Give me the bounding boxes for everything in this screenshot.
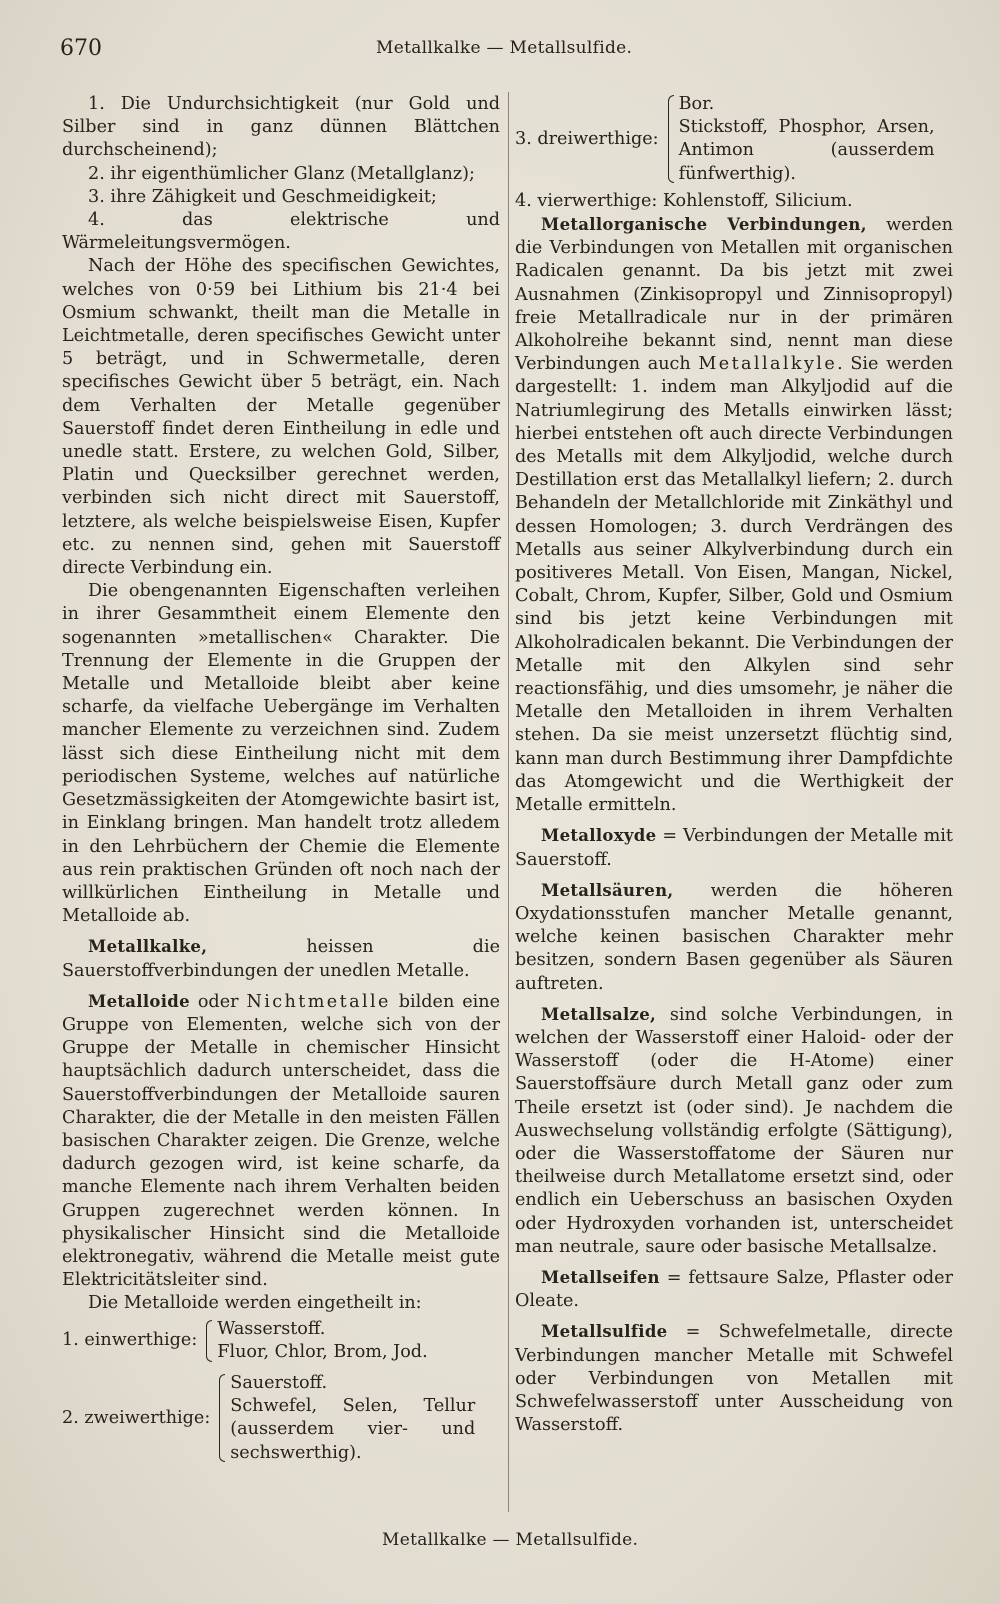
entry-term-metallsalze: Metallsalze, [541, 1004, 657, 1024]
classification-intro: Die Metalloide werden eingetheilt in: [88, 1293, 422, 1314]
valence-3-item-1: Bor. [678, 94, 715, 114]
entry-text-metalloide: bilden eine Gruppe von Elementen, welche sich von der Gruppe der Metalle in chemischer Hinsicht hauptsächlich dadurch unterscheidet, dass die Sauerstoffverbindungen der Metalloide sauren Charakter, die der Metalle in den meisten Fällen basischen Charakter zeigen. Die Grenze, welche dadurch gezogen wird, ist keine scharfe, da manche Elemente nach ihrem Verhalten beiden Gruppen zugerechnet werden können. In physikalischer Hinsicht sind die Metalloide elektronegativ, während die Metalle meist gute Elektricitätsleiter sind. [62, 991, 500, 1291]
valence-1-item-1: Wasserstoff. [217, 1318, 326, 1339]
valence-3-item-2: Stickstoff, Phosphor, Arsen, Antimon (ausserdem fünfwerthig). [678, 117, 935, 184]
valence-label-3: 3. dreiwerthige: [515, 128, 659, 149]
entry-metalloxyde [515, 824, 953, 871]
entry-term-metalloide: Metalloide [88, 991, 190, 1011]
valence-label-2: 2. zweiwerthige: [62, 1407, 211, 1428]
property-item-1: 1. Die Undurchsichtigkeit (nur Gold und Silber sind in ganz dünnen Blättchen durchscheinend); [62, 94, 500, 161]
valence-2-item-1: Sauerstoff. [230, 1372, 328, 1393]
entry-text-metallseifen: = fettsaure Salze, Pflaster oder Oleate. [515, 1267, 953, 1312]
column-divider [508, 92, 509, 1512]
left-column [62, 93, 500, 1465]
entry-spaced-metallalkyle: Metallalkyle [698, 354, 838, 375]
brace-1 [201, 1318, 217, 1364]
valence-group-3 [515, 93, 935, 186]
paragraph-properties: Die obengenannten Eigenschaften verleihen in ihrer Gesammtheit einem Elemente den sogenannten »metallischen« Charakter. Die Trennung der Elemente in die Gruppen der Metalle und Metalloide bleibt aber keine scharfe, da vielfache Uebergänge im Verhalten mancher Elemente zu verzeichnen sind. Zudem lässt sich diese Eintheilung nicht mit dem periodischen Systeme, welches auf natürliche Gesetzmässigkeiten der Atomgewichte basirt ist, in Einklang bringen. Man handelt trotz alledem in den Lehrbüchern der Chemie die Elemente aus rein praktischen Gründen oft noch nach der willkürlichen Eintheilung in Metalle und Metalloide ab. [62, 581, 500, 927]
valence-1-item-2: Fluor, Chlor, Brom, Jod. [217, 1341, 428, 1362]
entry-metalloide [62, 990, 500, 1293]
entry-text-metallkalke: heissen die Sauerstoffverbindungen der unedlen Metalle. [62, 937, 500, 981]
entry-text-metallsaeuren: werden die höheren Oxydationsstufen mancher Metalle genannt, welche keinen basischen Charakter mehr besitzen, sondern Basen gegenüber als Säuren auftreten. [515, 880, 953, 994]
entry-term-metalloxyde: Metalloxyde [541, 826, 657, 846]
entry-text-metallsulfide: = Schwefelmetalle, directe Verbindungen mancher Metalle mit Schwefel oder Verbindungen von Metallen mit Schwefelwasserstoff unter Ausscheidung von Wasserstoff. [515, 1322, 953, 1436]
entry-metallsaeuren [515, 879, 953, 996]
entry-metallseifen [515, 1266, 953, 1313]
property-item-2: 2. ihr eigenthümlicher Glanz (Metallglanz); [88, 163, 475, 184]
entry-term-metallkalke: Metallkalke, [88, 937, 208, 957]
entry-metallsalze [515, 1003, 953, 1259]
valence-group-2 [62, 1372, 475, 1465]
entry-term-metallsulfide: Metallsulfide [541, 1322, 668, 1342]
entry-spaced-nichtmetalle: Nichtmetalle [246, 991, 391, 1012]
entry-text-metalloxyde: = Verbindungen der Metalle mit Sauerstoff. [515, 826, 953, 870]
paragraph-specific-weight: Nach der Höhe des specifischen Gewichtes, welches von 0·59 bei Lithium bis 21·4 bei Osmium schwankt, theilt man die Metalle in Leichtmetalle, deren specifisches Gewicht unter 5 beträgt, und in Schwermetalle, deren specifisches Gewicht über 5 beträgt, ein. Nach dem Verhalten der Metalle gegenüber Sauerstoff findet deren Eintheilung in edle und unedle statt. Erstere, zu welchen Gold, Silber, Platin und Quecksilber gerechnet werden, verbinden sich nicht direct mit Sauerstoff, letztere, als welche beispielsweise Eisen, Kupfer etc. zu nennen sind, gehen mit Sauerstoff directe Verbindung ein. [62, 256, 500, 579]
page-header [0, 36, 1000, 66]
page-number: 670 [60, 36, 102, 61]
valence-label-1: 1. einwerthige: [62, 1330, 198, 1351]
entry-text-metallsalze: sind solche Verbindungen, in welchen der Wasserstoff einer Haloid- oder der Wasserstoff (oder die H-Atome) einer Sauerstoffsäure durch Metall ganz oder zum Theile ersetzt ist (oder sind). Je nachdem die Auswechselung vollständig erfolgte (Sättigung), oder die Wasserstoffatome der Säuren nur theilweise durch Metallatome ersetzt sind, oder endlich ein Ueberschuss an basischen Oxyden oder Hydroxyden vorhanden ist, unterscheidet man neutrale, saure oder basische Metallsalze. [515, 1004, 953, 1257]
brace-2 [214, 1372, 230, 1465]
entry-term-metallorganische: Metallorganische Verbindungen, [541, 215, 867, 235]
entry-metallkalke [62, 935, 500, 982]
valence-group-1 [62, 1318, 462, 1364]
entry-metallorganische [515, 213, 953, 817]
brace-3 [663, 93, 679, 186]
page-footer: Metallkalke — Metallsulfide. [382, 1530, 639, 1550]
property-item-4: 4. das elektrische und Wärmeleitungsvermögen. [62, 210, 500, 254]
entry-text-metallorganische-b: . Sie werden dargestellt: 1. indem man Alkyljodid auf die Natriumlegirung des Metalls einwirken lässt; hierbei entstehen oft auch directe Verbindungen des Metalls mit dem Alkyljodid, welche durch Destillation erst das Metallalkyl liefern; 2. durch Behandeln der Metallchloride mit Zinkäthyl und dessen Homologen; 3. durch Verdrängen des Metalls aus seiner Alkylverbindung durch ein positiveres Metall. Von Eisen, Mangan, Nickel, Cobalt, Chrom, Kupfer, Silber, Gold und Osmium sind bis jetzt keine Verbindungen mit Alkoholradicalen bekannt. Die Verbindungen der Metalle mit den Alkylen sind sehr reactionsfähig, und dies umsomehr, je näher die Metalle den Metalloiden in ihrem Verhalten stehen. Da sie meist unzersetzt flüchtig sind, kann man durch Bestimmung ihrer Dampfdichte das Atomgewicht und die Werthigkeit der Metalle ermitteln. [515, 354, 953, 816]
entry-term-metallseifen: Metallseifen [541, 1267, 660, 1287]
entry-term-metallsaeuren: Metallsäuren, [541, 880, 674, 900]
valence-2-item-2: Schwefel, Selen, Tellur (ausserdem vier- und sechswerthig). [230, 1396, 476, 1463]
property-item-3: 3. ihre Zähigkeit und Geschmeidigkeit; [88, 186, 437, 207]
entry-text-metallorganische-a: werden die Verbindungen von Metallen mit organischen Radicalen genannt. Da bis jetzt mit zwei Ausnahmen (Zinkisopropyl und Zinnisopropyl) freie Metallradicale nur in der primären Alkoholreihe bekannt sind, nennt man diese Verbindungen auch [515, 215, 954, 375]
valence-4-line: 4. vierwerthige: Kohlenstoff, Silicium. [515, 190, 853, 211]
entry-metallsulfide [515, 1320, 953, 1437]
right-column [515, 93, 953, 1437]
running-head: Metallkalke — Metallsulfide. [376, 38, 633, 58]
entry-pre-metalloide: oder [189, 991, 247, 1012]
